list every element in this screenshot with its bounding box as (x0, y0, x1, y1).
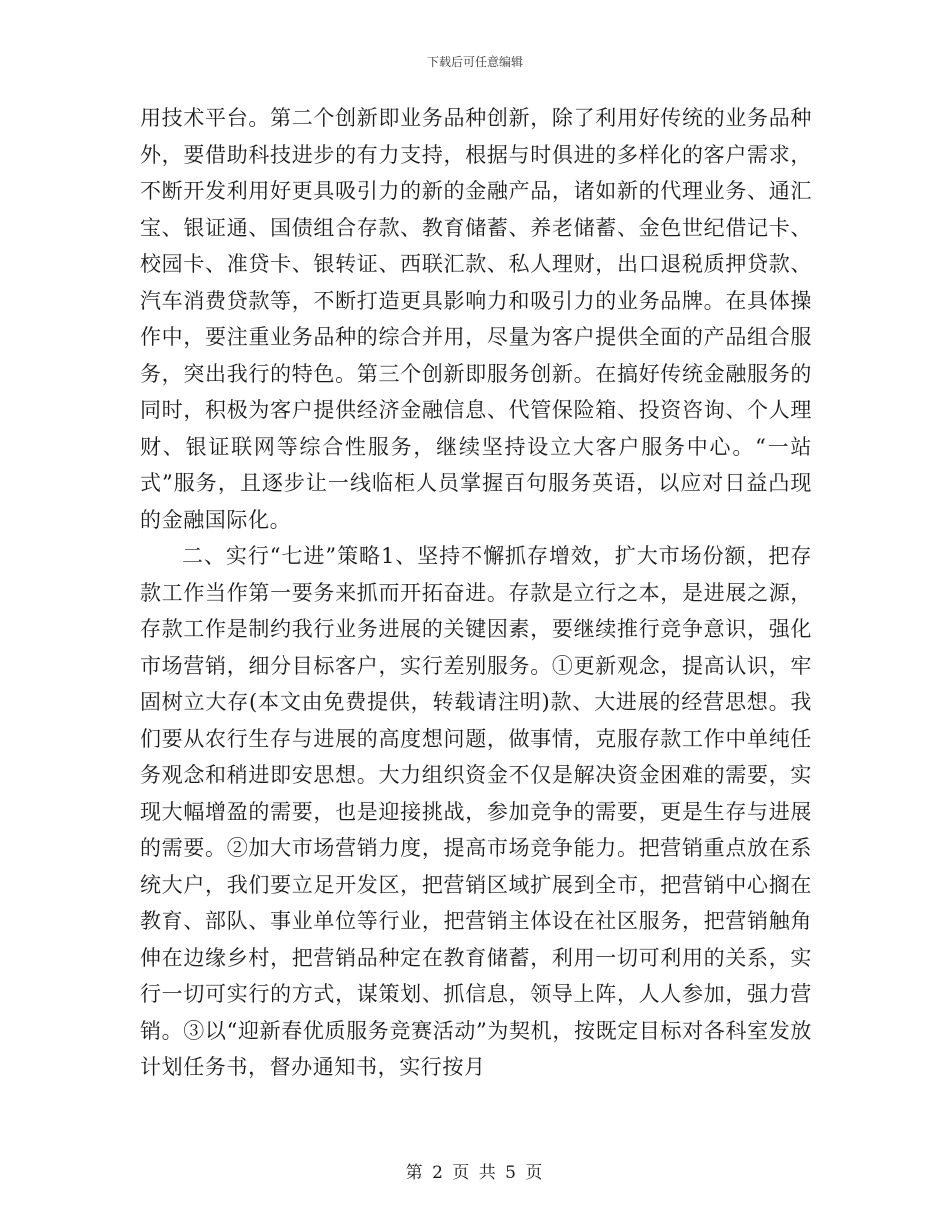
document-body (140, 100, 812, 1086)
page-footer: 第 2 页 共 5 页 (405, 1163, 545, 1183)
page-header: 下载后可任意编辑 (426, 55, 523, 69)
paragraph-2: 二、实行“七进”策略1、坚持不懈抓存增效，扩大市场份额，把存款工作当作第一要务来抓而开拓奋进。存款是立行之本，是进展之源，存款工作是制约我行业务进展的关键因素，要继续推行竞争意识，强化市场营销，细分目标客户，实行差别服务。①更新观念，提高认识，牢固树立大存(本文由免费提供，转载请注明)款、大进展的经营思想。我们要从农行生存与进展的高度想问题，做事情，克服存款工作中单纯任务观念和稍进即安思想。大力组织资金不仅是解决资金困难的需要，实现大幅增盈的需要，也是迎接挑战，参加竞争的需要，更是生存与进展的需要。②加大市场营销力度，提高市场竞争能力。把营销重点放在系统大户，我们要立足开发区，把营销区域扩展到全市，把营销中心搁在教育、部队、事业单位等行业，把营销主体设在社区服务，把营销触角伸在边缘乡村，把营销品种定在教育储蓄，利用一切可利用的关系，实行一切可实行的方式，谋策划、抓信息，领导上阵，人人参加，强力营销。③以“迎新春优质服务竞赛活动”为契机，按既定目标对各科室发放计划任务书，督办通知书，实行按月 (140, 544, 812, 1079)
paragraph-1: 用技术平台。第二个创新即业务品种创新，除了利用好传统的业务品种外，要借助科技进步的有力支持，根据与时俱进的多样化的客户需求，不断开发利用好更具吸引力的新的金融产品，诸如新的代理业务、通汇宝、银证通、国债组合存款、教育储蓄、养老储蓄、金色世纪借记卡、校园卡、准贷卡、银转证、西联汇款、私人理财，出口退税质押贷款、汽车消费贷款等，不断打造更具影响力和吸引力的业务品牌。在具体操作中，要注重业务品种的综合并用，尽量为客户提供全面的产品组合服务，突出我行的特色。第三个创新即服务创新。在搞好传统金融服务的同时，积极为客户提供经济金融信息、代管保险箱、投资咨询、个人理财、银证联网等综合性服务，继续坚持设立大客户服务中心。“一站式”服务，且逐步让一线临柜人员掌握百句服务英语，以应对日益凸现的金融国际化。 (140, 106, 812, 532)
